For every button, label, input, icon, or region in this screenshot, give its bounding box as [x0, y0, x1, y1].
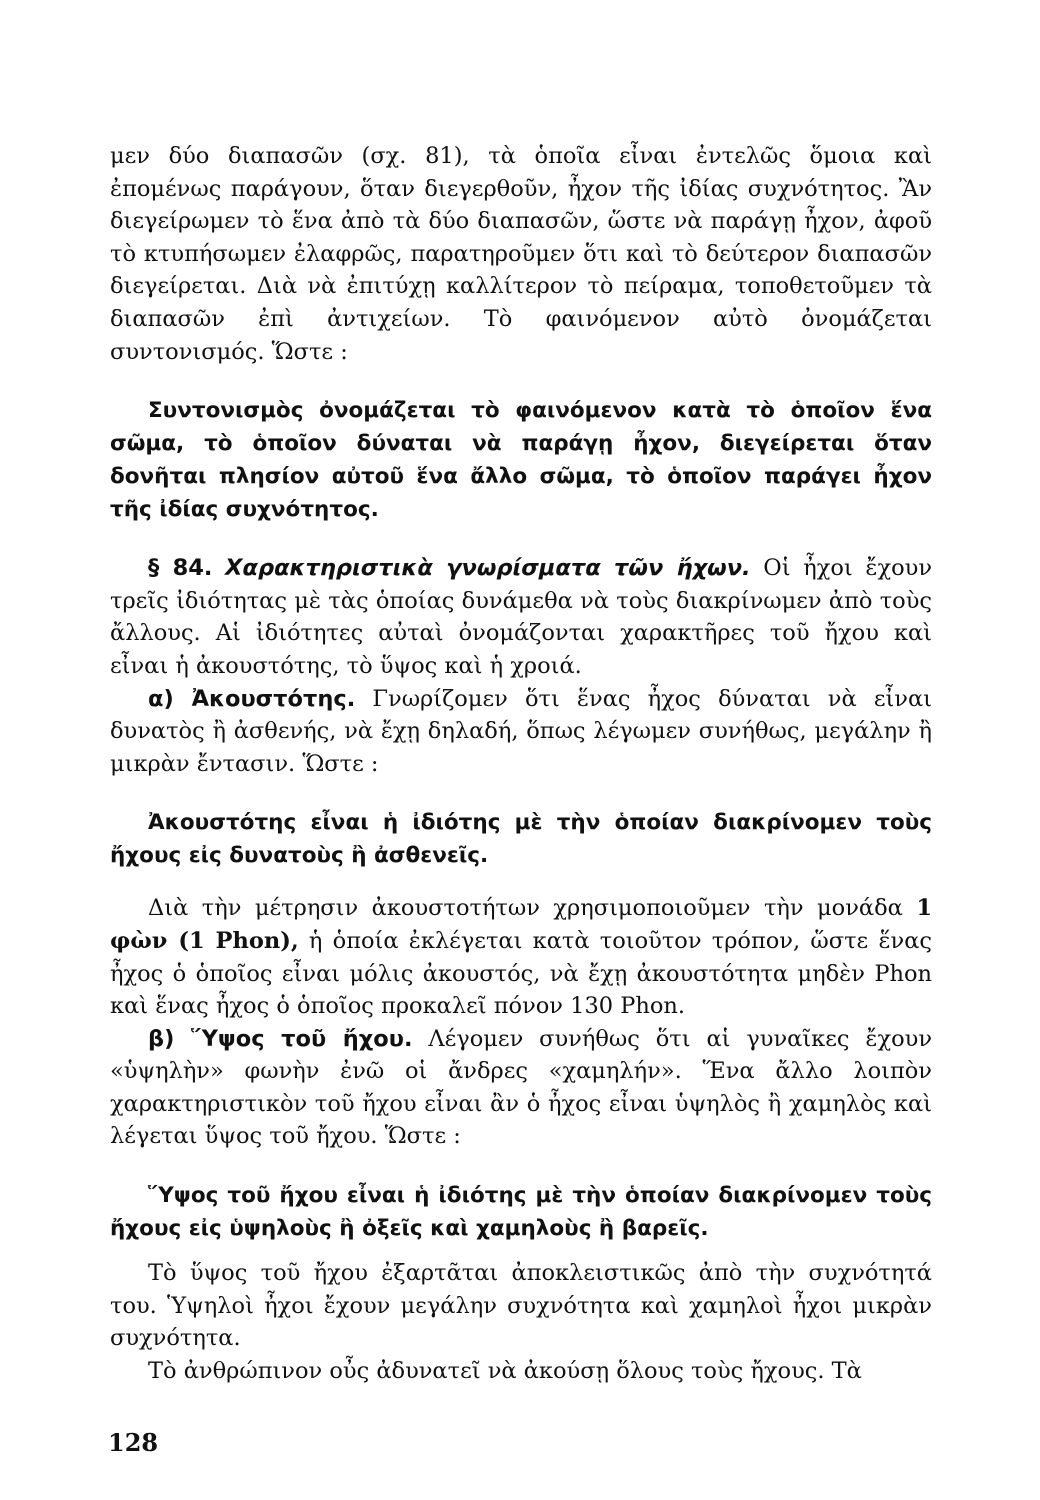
phon-rest: ἡ ὁποία ἐκλέγεται κατὰ τοιοῦτον τρόπον, ὥστε ἕνας ἦχος ὁ ὁποῖος εἶναι μόλις ἀκουστός, νὰ ἔχῃ ἀκουστότητα μηδὲν Phon καὶ ἕνας ἦχος ὁ ὁποῖος προκαλεῖ πόνον 130 Phon.	[110, 927, 932, 1020]
pitch-body: Λέγομεν συνήθως ὅτι αἱ γυναῖκες ἔχουν «ὑψηλὴν» φωνὴν ἐνῶ οἱ ἄνδρες «χαμηλήν». Ἕνα ἄλλο λοιπὸν χαρακτηριστικὸν τοῦ ἤχου εἶναι ἂν ὁ ἦχος εἶναι ὑψηλὸς ἢ χαμηλὸς καὶ λέγεται ὕψος τοῦ ἤχου. Ὥστε :	[110, 1025, 932, 1150]
definition-pitch: Ὕψος τοῦ ἤχου εἶναι ἡ ἰδιότης μὲ τὴν ὁποίαν διακρίνομεν τοὺς ἤχους εἰς ὑψηλοὺς ἢ ὀξεῖς καὶ χαμηλοὺς ἢ βαρεῖς.	[110, 1183, 932, 1242]
phon-unit: 1 φὼν (1 Phon),	[110, 895, 932, 954]
pitch-label: β) Ὕψος τοῦ ἤχου.	[148, 1025, 413, 1052]
loudness-paragraph	[110, 683, 932, 781]
paragraph-resonance-experiment: μεν δύο διαπασῶν (σχ. 81), τὰ ὁποῖα εἶναι ἐντελῶς ὅμοια καὶ ἐπομένως παράγουν, ὅταν διεγερθοῦν, ἦχον τῆς ἰδίας συχνότητος. Ἂν διεγείρωμεν τὸ ἕνα ἀπὸ τὰ δύο διαπασῶν, ὥστε νὰ παράγῃ ἦχον, ἀφοῦ τὸ κτυπήσωμεν ἐλαφρῶς, παρατηροῦμεν ὅτι καὶ τὸ δεύτερον διαπασῶν διεγείρεται. Διὰ νὰ ἐπιτύχῃ καλλίτερον τὸ πείραμα, τοποθετοῦμεν τὰ διαπασῶν ἐπὶ ἀντιχείων. Τὸ φαινόμενον αὐτὸ ὀνομάζεται συντονισμός. Ὥστε :	[110, 143, 932, 365]
phon-paragraph	[110, 892, 932, 1022]
pitch-paragraph	[110, 1023, 932, 1153]
section-84-body: Οἱ ἦχοι ἔχουν τρεῖς ἰδιότητας μὲ τὰς ὁποίας δυνάμεθα νὰ τοὺς διακρίνωμεν ἀπὸ τοὺς ἄλλους. Αἱ ἰδιότητες αὐταὶ ὀνομάζονται χαρακτῆρες τοῦ ἤχου καὶ εἶναι ἡ ἀκουστότης, τὸ ὕψος καὶ ἡ χροιά.	[110, 555, 932, 679]
page-body	[110, 140, 932, 1387]
definition-resonance: Συντονισμὸς ὀνομάζεται τὸ φαινόμενον κατὰ τὸ ὁποῖον ἕνα σῶμα, τὸ ὁποῖον δύναται νὰ παράγῃ ἦχον, διεγείρεται ὅταν δονῆται πλησίον αὐτοῦ ἕνα ἄλλο σῶμα, τὸ ὁποῖον παράγει ἦχον τῆς ἰδίας συχνότητος.	[110, 398, 932, 523]
phon-intro: Διὰ τὴν μέτρησιν ἀκουστοτήτων χρησιμοποιοῦμεν τὴν μονάδα	[148, 895, 917, 922]
loudness-label: α) Ἀκουστότης.	[148, 685, 356, 712]
section-84-title: Χαρακτηριστικὰ γνωρίσματα τῶν ἤχων.	[225, 555, 751, 582]
section-84-number: § 84.	[148, 555, 213, 582]
loudness-body: Γνωρίζομεν ὅτι ἕνας ἦχος δύναται νὰ εἶναι δυνατὸς ἢ ἀσθενής, νὰ ἔχῃ δηλαδή, ὅπως λέγωμεν συνήθως, μεγάλην ἢ μικρὰν ἔντασιν. Ὥστε :	[110, 685, 932, 777]
section-84-paragraph	[110, 552, 932, 682]
definition-loudness: Ἀκουστότης εἶναι ἡ ἰδιότης μὲ τὴν ὁποίαν διακρίνομεν τοὺς ἤχους εἰς δυνατοὺς ἢ ἀσθενεῖς.	[110, 810, 932, 869]
frequency-paragraph: Τὸ ὕψος τοῦ ἤχου ἐξαρτᾶται ἀποκλειστικῶς ἀπὸ τὴν συχνότητά του. Ὑψηλοὶ ἦχοι ἔχουν μεγάλην συχνότητα καὶ χαμηλοὶ ἦχοι μικρὰν συχνότητα.	[110, 1260, 932, 1352]
last-paragraph: Τὸ ἀνθρώπινον οὖς ἀδυνατεῖ νὰ ἀκούσῃ ὅλους τοὺς ἤχους. Τὰ	[148, 1357, 862, 1384]
page-number: 128	[108, 1428, 159, 1457]
